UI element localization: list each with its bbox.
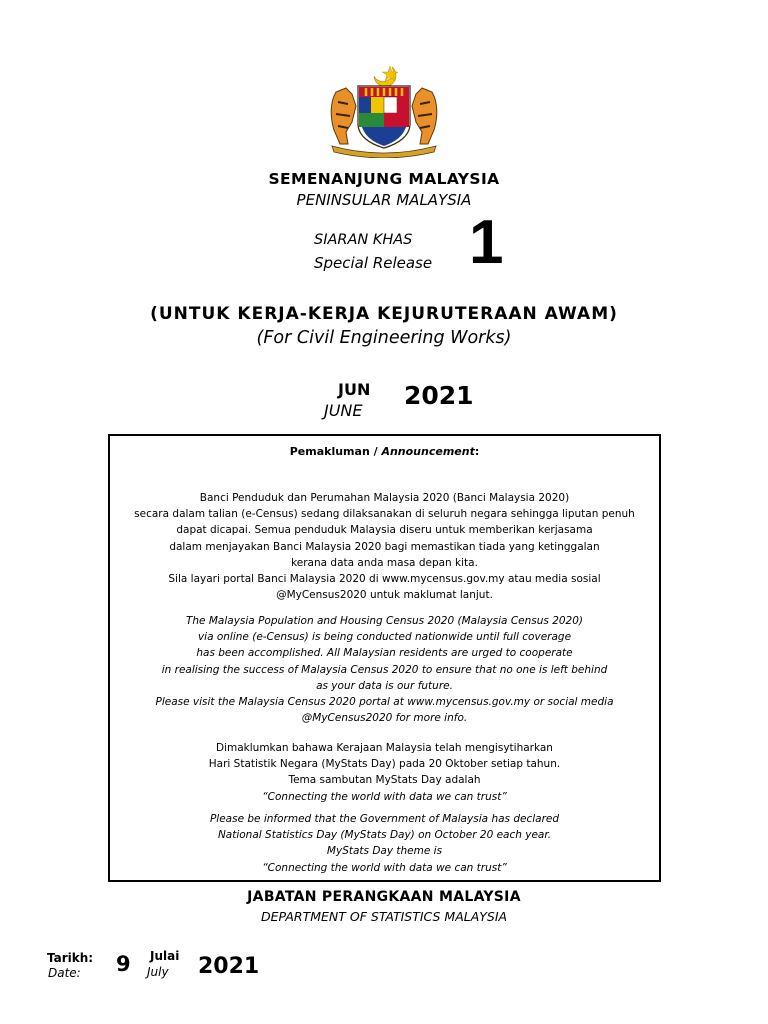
- announcement-paragraph-malay-mystats: [110, 740, 659, 805]
- announcement-line: “Connecting the world with data we can trust”: [262, 861, 507, 874]
- announcement-heading: [110, 445, 659, 458]
- release-type-english: Special Release: [314, 254, 433, 272]
- announcement-heading-malay: Pemakluman /: [289, 445, 382, 458]
- document-title-english: (For Civil Engineering Works): [256, 328, 512, 348]
- release-year: 2021: [198, 954, 260, 979]
- announcement-line: @MyCensus2020 untuk maklumat lanjut.: [276, 589, 493, 602]
- announcement-line: via online (e-Census) is being conducted nationwide until full coverage: [197, 631, 572, 644]
- announcement-line: MyStats Day theme is: [326, 845, 443, 858]
- announcement-line: @MyCensus2020 for more info.: [301, 712, 468, 725]
- announcement-line: Banci Penduduk dan Perumahan Malaysia 2020 (Banci Malaysia 2020): [199, 492, 570, 504]
- release-month-english: July: [147, 965, 169, 979]
- announcement-line: dapat dicapai. Semua penduduk Malaysia diseru untuk memberikan kerjasama: [176, 524, 593, 537]
- announcement-line: The Malaysia Population and Housing Census 2020 (Malaysia Census 2020): [185, 615, 584, 627]
- announcement-line: National Statistics Day (MyStats Day) on October 20 each year.: [217, 829, 552, 842]
- announcement-line: in realising the success of Malaysia Census 2020 to ensure that no one is left behind: [161, 663, 608, 676]
- coat-of-arms-logo: [322, 62, 446, 158]
- announcement-line: has been accomplished. All Malaysian residents are urged to cooperate: [196, 647, 573, 660]
- announcement-paragraph-english-census: [110, 613, 659, 726]
- document-title-malay: (UNTUK KERJA-KERJA KEJURUTERAAN AWAM): [150, 304, 618, 324]
- department-name-malay: JABATAN PERANGKAAN MALAYSIA: [247, 889, 521, 905]
- announcement-paragraph-malay-census: [110, 490, 659, 603]
- announcement-line: as your data is our future.: [316, 679, 453, 692]
- release-type-malay: SIARAN KHAS: [314, 232, 413, 248]
- period-month-english: JUNE: [324, 401, 363, 420]
- release-month-malay: Julai: [150, 949, 180, 963]
- period-month-malay: JUN: [338, 380, 371, 399]
- announcement-line: Tema sambutan MyStats Day adalah: [288, 774, 481, 787]
- release-day: 9: [116, 952, 131, 976]
- department-name-english: DEPARTMENT OF STATISTICS MALAYSIA: [260, 909, 508, 924]
- date-label-malay: Tarikh:: [47, 951, 94, 965]
- announcement-heading-english: Announcement: [381, 445, 475, 458]
- announcement-line: kerana data anda masa depan kita.: [291, 556, 478, 569]
- announcement-line: secara dalam talian (e-Census) sedang dilaksanakan di seluruh negara sehingga liputan penuh: [134, 508, 635, 521]
- announcement-heading-colon: :: [474, 445, 480, 458]
- announcement-line: Dimaklumkan bahawa Kerajaan Malaysia telah mengisytiharkan: [216, 742, 553, 754]
- date-label-english: Date:: [48, 966, 81, 980]
- period-year: 2021: [404, 381, 474, 410]
- announcement-line: Hari Statistik Negara (MyStats Day) pada 20 Oktober setiap tahun.: [208, 758, 561, 771]
- announcement-line: “Connecting the world with data we can trust”: [262, 790, 507, 803]
- region-title-english: PENINSULAR MALAYSIA: [296, 191, 472, 209]
- release-number: 1: [469, 208, 504, 277]
- announcement-line: Sila layari portal Banci Malaysia 2020 di www.mycensus.gov.my atau media sosial: [168, 573, 601, 586]
- announcement-line: Please be informed that the Government of Malaysia has declared: [209, 813, 560, 825]
- announcement-paragraph-english-mystats: [110, 811, 659, 876]
- announcement-line: dalam menjayakan Banci Malaysia 2020 bagi memastikan tiada yang ketinggalan: [169, 540, 600, 553]
- announcement-box: [108, 434, 661, 882]
- announcement-line: Please visit the Malaysia Census 2020 portal at www.mycensus.gov.my or social media: [155, 696, 614, 709]
- region-title-malay: SEMENANJUNG MALAYSIA: [268, 170, 500, 188]
